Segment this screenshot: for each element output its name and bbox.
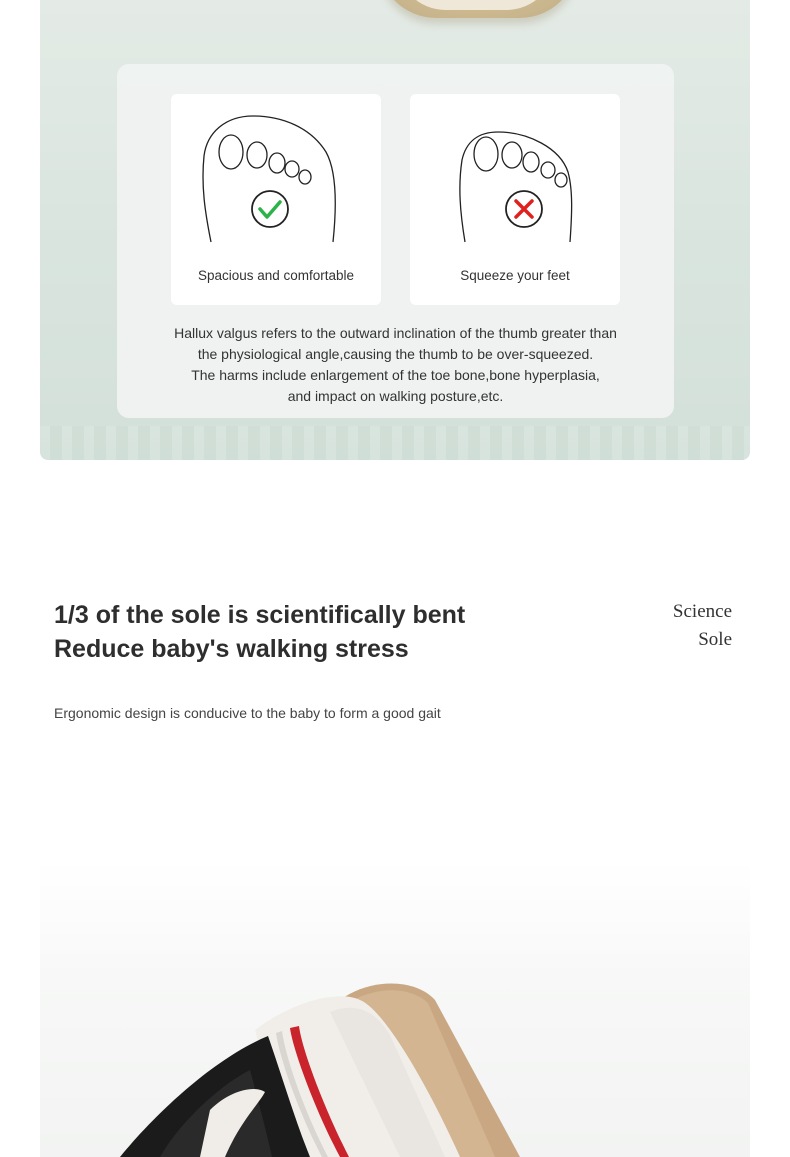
info-card [117, 64, 674, 418]
squeezed-foot-icon [410, 94, 620, 264]
side-label-line: Sole [698, 629, 732, 650]
good-fit-caption: Spacious and comfortable [197, 268, 355, 283]
good-fit-card [171, 94, 381, 305]
wide-foot-icon [171, 94, 381, 264]
headline-line: 1/3 of the sole is scientifically bent [54, 601, 466, 629]
decorative-stripes [40, 426, 750, 460]
description-line: and impact on walking posture,etc. [287, 388, 504, 404]
description-line: The harms include enlargement of the toe bone,bone hyperplasia, [191, 367, 600, 383]
baby-shoe-illustration [40, 860, 750, 1157]
hallux-valgus-description [117, 323, 674, 407]
bad-fit-card [410, 94, 620, 305]
description-line: the physiological angle,causing the thumb to be over-squeezed. [197, 346, 594, 362]
headline-line: Reduce baby's walking stress [54, 635, 409, 663]
side-label-line: Science [672, 601, 732, 622]
section-headline [54, 598, 465, 666]
science-sole-label [673, 598, 732, 654]
description-line: Hallux valgus refers to the outward inclination of the thumb greater than [174, 325, 617, 341]
section-subline: Ergonomic design is conducive to the baby to form a good gait [54, 705, 441, 721]
check-circle-icon [252, 191, 288, 227]
hallux-valgus-panel [40, 0, 750, 460]
bad-fit-caption: Squeeze your feet [460, 268, 570, 283]
cross-circle-icon [506, 191, 542, 227]
shoe-product-image [40, 860, 750, 1157]
